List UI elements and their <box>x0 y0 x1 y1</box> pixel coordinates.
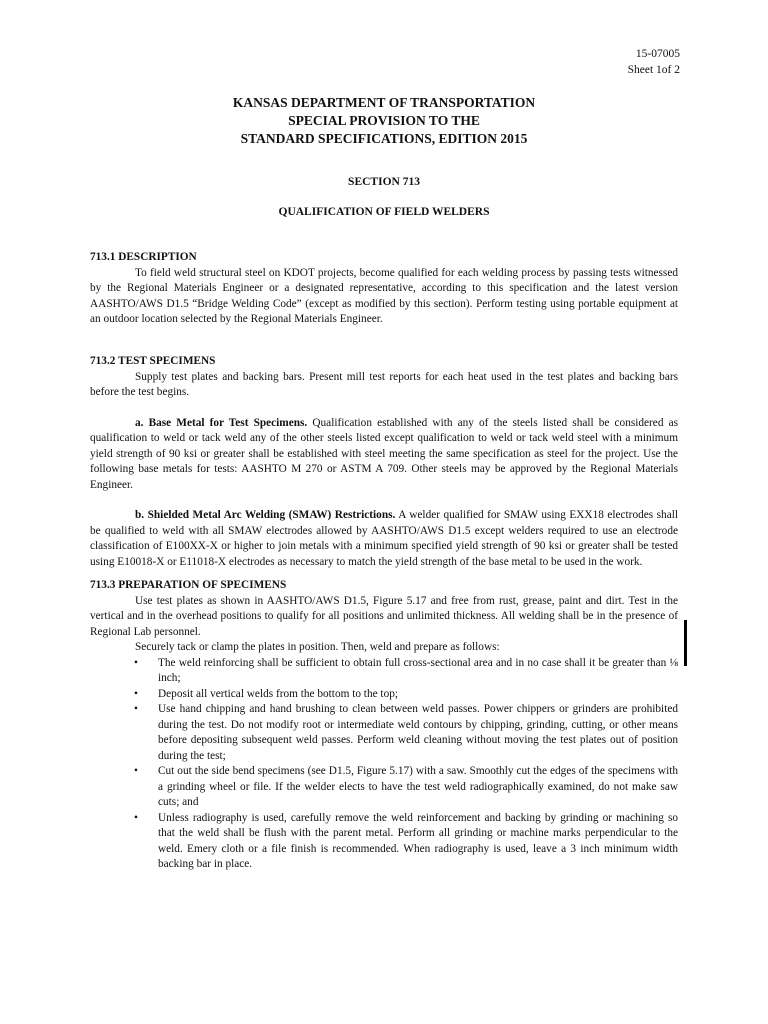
subsection-a <box>90 416 678 494</box>
subsection-b <box>90 508 678 570</box>
paragraph: To field weld structural steel on KDOT projects, become qualified for each welding process by passing tests witnessed by the Regional Materials Engineer or a designated representative, according to this specification and the latest version AASHTO/AWS D1.5 “Bridge Welding Code” (except as modified by this section). Perform testing using portable equipment at an outdoor location selected by the Regional Materials Engineer. <box>90 266 678 325</box>
list-item-text: Cut out the side bend specimens (see D1.5, Figure 5.17) with a saw. Smoothly cut the edges of the specimens with a grinding wheel or file. If the welder elects to have the test weld radiographically examined, do not make saw cuts; and <box>158 765 678 808</box>
bullet-icon: • <box>134 811 138 824</box>
bullet-icon: • <box>134 687 138 700</box>
title-line: KANSAS DEPARTMENT OF TRANSPORTATION <box>232 95 536 110</box>
section-number: SECTION 713 <box>348 176 420 188</box>
list-item-text: Deposit all vertical welds from the bottom to the top; <box>158 687 399 700</box>
bullet-list <box>90 656 678 873</box>
title-line: STANDARD SPECIFICATIONS, EDITION 2015 <box>240 131 528 146</box>
list-item <box>90 656 678 687</box>
list-item-text: Unless radiography is used, carefully remove the weld reinforcement and backing by grinding or machining so that the weld shall be flush with the parent metal. Perform all grinding or machine marks perpendicular to the weld. Emery cloth or a file finish is recommended. When radiography is used, leave a 3 inch minimum width backing bar in place. <box>158 811 678 870</box>
section-713-3 <box>90 578 678 873</box>
paragraph: Use test plates as shown in AASHTO/AWS D1.5, Figure 5.17 and free from rust, grease, paint and dirt. Test in the vertical and in the overhead positions to qualify for all positions and unlimited thickness. All welding shall be in the presence of Regional Lab personnel. <box>90 594 678 638</box>
title-line: SPECIAL PROVISION TO THE <box>288 113 480 128</box>
list-item <box>90 764 678 811</box>
list-item <box>90 687 678 703</box>
subsection-a-text: Qualification established with any of the steels listed shall be considered as qualification to weld or tack weld any of the other steels listed except qualification to weld or tack weld steel with a minimum yield strength of 90 ksi or greater shall be established with steel meeting the same specification as steel for the project. Use the following base metals for tests: AASHTO M 270 or ASTM A 709. Other steels may be approved by the Regional Materials Engineer. <box>90 416 678 491</box>
paragraph: Securely tack or clamp the plates in position. Then, weld and prepare as follows: <box>135 641 500 653</box>
subsection-b-label: b. Shielded Metal Arc Welding (SMAW) Restrictions. <box>135 509 396 521</box>
list-item-text: Use hand chipping and hand brushing to clean between weld passes. Power chippers or grinders are prohibited during the test. Do not modify root or intermediate weld contours by chipping, grinding, cutting, or other means before depositing subsequent weld passes. Perform weld cleaning without moving the test plates out of position during the test; <box>158 703 678 762</box>
section-713-2 <box>90 354 678 570</box>
paragraph: Supply test plates and backing bars. Present mill test reports for each heat used in the test plates and backing bars before the test begins. <box>90 370 678 398</box>
bullet-icon: • <box>134 765 138 777</box>
list-item <box>90 702 678 764</box>
list-item <box>90 811 678 873</box>
subsection-b-text: A welder qualified for SMAW using EXX18 electrodes shall be qualified to weld with all SMAW electrodes allowed by AASHTO/AWS D1.5 except welders required to use an electrode classification of E100XX-X or higher to join metals with a minimum specified yield strength of 90 ksi or greater shall be tested using E10018-X or E11018-X electrodes as necessary to match the yield strength of the base metal to be used in the work. <box>90 509 678 568</box>
revision-bar <box>684 620 687 666</box>
page-header <box>628 46 680 78</box>
heading-713-2: 713.2 TEST SPECIMENS <box>90 355 216 367</box>
sheet-number: Sheet 1of 2 <box>627 64 680 76</box>
section-title: QUALIFICATION OF FIELD WELDERS <box>278 206 490 218</box>
bullet-icon: • <box>134 656 138 669</box>
heading-713-1: 713.1 DESCRIPTION <box>90 251 197 263</box>
heading-713-3: 713.3 PREPARATION OF SPECIMENS <box>90 579 287 591</box>
bullet-icon: • <box>134 703 138 715</box>
document-title <box>0 94 768 148</box>
list-item-text: The weld reinforcing shall be sufficient to obtain full cross-sectional area and in no case shall it be greater than ⅛ inch; <box>158 656 678 684</box>
document-number: 15-07005 <box>635 48 680 60</box>
section-713-1 <box>90 250 678 328</box>
subsection-a-label: a. Base Metal for Test Specimens. <box>135 416 308 429</box>
